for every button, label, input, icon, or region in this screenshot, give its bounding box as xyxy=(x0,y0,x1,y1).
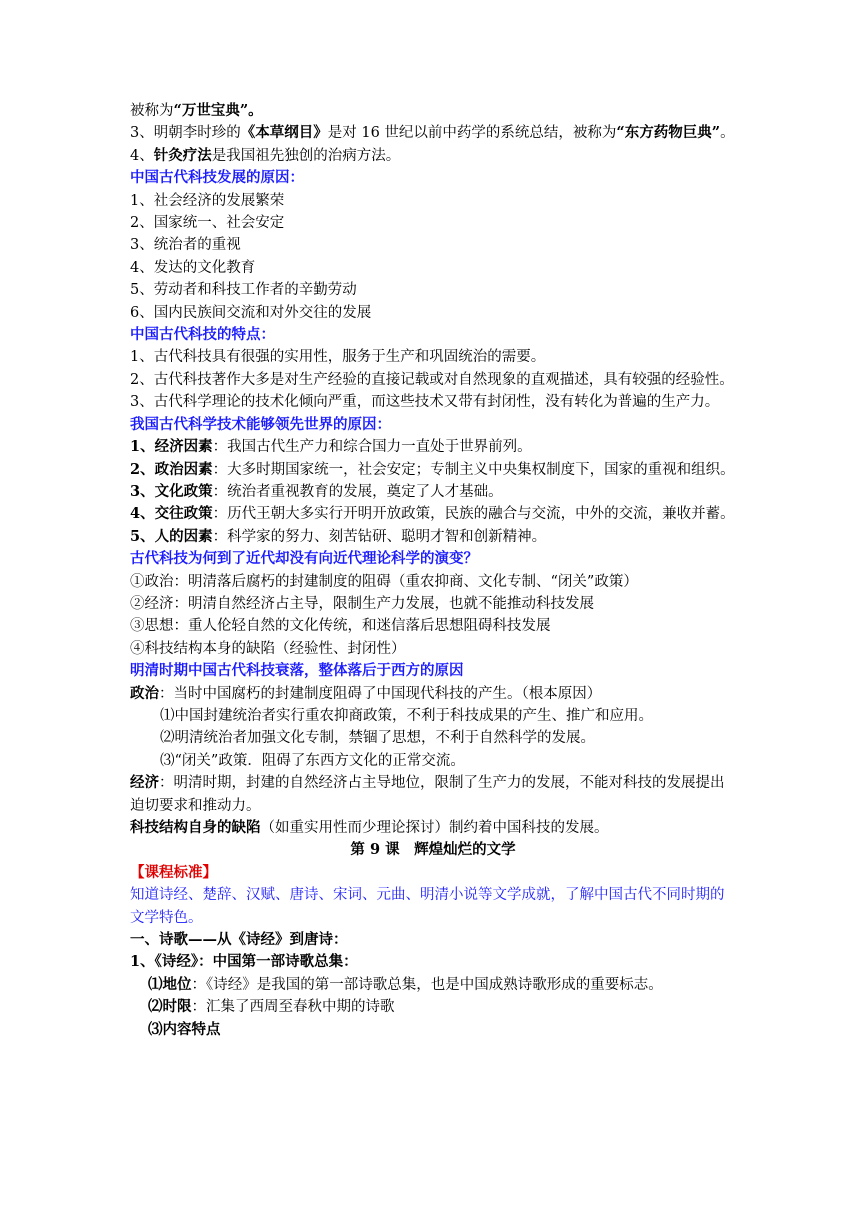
reasons-item: 4、发达的文化教育 xyxy=(130,259,256,276)
text: 。 xyxy=(720,125,735,142)
medicine-line-3 xyxy=(130,122,736,144)
point-period xyxy=(130,996,736,1018)
decline-sub-item: ⑶“闭关”政策．阻碍了东西方文化的正常交流。 xyxy=(160,752,465,769)
item1-heading: 1、《诗经》：中国第一部诗歌总集： xyxy=(130,953,358,971)
text: 被称为 xyxy=(130,103,174,119)
why-not-item: ②经济：明清自然经济占主导，限制生产力发展，也就不能推动科技发展 xyxy=(130,595,594,612)
lead-label: 5、人的因素 xyxy=(130,527,213,545)
decline-economy xyxy=(130,772,736,817)
economy-label: 经济 xyxy=(130,774,159,792)
lead-text: ：统治者重视教育的发展，奠定了人才基础。 xyxy=(212,483,503,500)
lead-label: 3、文化政策 xyxy=(130,482,213,500)
part1-heading: 一、诗歌——从《诗经》到唐诗： xyxy=(130,931,348,949)
point-label: ⑵时限 xyxy=(148,998,192,1016)
lead-label: 4、交往政策 xyxy=(130,505,213,523)
lead-item xyxy=(130,481,736,503)
decline-sub-item: ⑵明清统治者加强文化专制，禁锢了思想，不利于自然科学的发展。 xyxy=(160,730,595,747)
text: 是我国祖先独创的治病方法。 xyxy=(211,147,401,164)
point-label: ⑴地位 xyxy=(148,975,192,993)
point-text: ：《诗经》是我国的第一部诗歌总集，也是中国成熟诗歌形成的重要标志。 xyxy=(191,976,663,993)
bold-text: 《本草纲目》 xyxy=(240,124,328,142)
lead-text: ：我国古代生产力和综合国力一直处于世界前列。 xyxy=(212,439,532,456)
lead-item xyxy=(130,503,736,525)
bold-text: “万世宝典”。 xyxy=(173,102,263,119)
bold-text: “东方药物巨典” xyxy=(616,124,721,142)
reasons-heading: 中国古代科技发展的原因： xyxy=(130,169,304,187)
text: 4、 xyxy=(130,147,154,164)
features-heading: 中国古代科技的特点： xyxy=(130,326,275,344)
lead-label: 1、经济因素 xyxy=(130,438,213,456)
lead-heading: 我国古代科学技术能够领先世界的原因： xyxy=(130,415,391,433)
lead-item xyxy=(130,436,736,458)
reasons-item: 2、国家统一、社会安定 xyxy=(130,215,285,232)
standard-text: 知道诗经、楚辞、汉赋、唐诗、宋词、元曲、明清小说等文学成就，了解中国古代不同时期的文学特色。 xyxy=(130,887,725,926)
lead-text: ：大多时期国家统一，社会安定；专制主义中央集权制度下，国家的重视和组织。 xyxy=(212,461,735,478)
point-status xyxy=(130,974,736,996)
text: 3、明朝李时珍的 xyxy=(130,125,241,142)
reasons-item: 1、社会经济的发展繁荣 xyxy=(130,192,285,209)
lead-item xyxy=(130,459,736,481)
reasons-item: 5、劳动者和科技工作者的辛勤劳动 xyxy=(130,282,357,299)
features-item: 3、古代科学理论的技术化倾向严重，而这些技术又带有封闭性，没有转化为普遍的生产力。 xyxy=(130,394,720,411)
decline-structure xyxy=(130,817,736,839)
lead-text: ：历代王朝大多实行开明开放政策，民族的融合与交流，中外的交流，兼收并蓄。 xyxy=(212,506,735,523)
why-not-heading: 古代科技为何到了近代却没有向近代理论科学的演变？ xyxy=(130,550,478,568)
why-not-item: ③思想：重人伦轻自然的文化传统，和迷信落后思想阻碍科技发展 xyxy=(130,618,551,635)
text: 是对 16 世纪以前中药学的系统总结，被称为 xyxy=(327,125,617,142)
reasons-item: 6、国内民族间交流和对外交往的发展 xyxy=(130,304,372,321)
decline-politics xyxy=(130,683,736,705)
lesson-title: 第 9 课 辉煌灿烂的文学 xyxy=(350,841,516,859)
features-item: 1、古代科技具有很强的实用性，服务于生产和巩固统治的需要。 xyxy=(130,349,546,366)
medicine-line-1 xyxy=(130,100,736,122)
lead-text: ：科学家的努力、刻苦钻研、聪明才智和创新精神。 xyxy=(212,528,547,545)
point-content: ⑶内容特点 xyxy=(148,1020,221,1038)
lead-label: 2、政治因素 xyxy=(130,460,213,478)
features-item: 2、古代科技著作大多是对生产经验的直接记载或对自然现象的直观描述，具有较强的经验性。 xyxy=(130,371,734,388)
lead-item xyxy=(130,526,736,548)
medicine-line-4 xyxy=(130,145,736,167)
why-not-item: ①政治：明清落后腐朽的封建制度的阻碍（重农抑商、文化专制、“闭关”政策） xyxy=(130,573,638,590)
decline-heading: 明清时期中国古代科技衰落，整体落后于西方的原因 xyxy=(130,662,464,680)
structure-label: 科技结构自身的缺陷 xyxy=(130,819,261,836)
bold-text: 针灸疗法 xyxy=(153,146,212,164)
economy-text: ：明清时期，封建的自然经济占主导地位，限制了生产力的发展，不能对科技的发展提出迫切要求和推动力。 xyxy=(130,775,725,814)
structure-text: （如重实用性而少理论探讨）制约着中国科技的发展。 xyxy=(260,820,609,836)
point-text: ：汇集了西周至春秋中期的诗歌 xyxy=(191,999,395,1016)
why-not-item: ④科技结构本身的缺陷（经验性、封闭性） xyxy=(130,640,406,657)
reasons-item: 3、统治者的重视 xyxy=(130,237,241,254)
document-page xyxy=(130,100,736,1041)
decline-sub-item: ⑴中国封建统治者实行重农抑商政策，不利于科技成果的产生、推广和应用。 xyxy=(160,707,653,724)
politics-text: ：当时中国腐朽的封建制度阻碍了中国现代科技的产生。（根本原因） xyxy=(159,685,602,702)
standard-label: 【课程标准】 xyxy=(130,863,217,881)
politics-label: 政治 xyxy=(130,684,159,702)
